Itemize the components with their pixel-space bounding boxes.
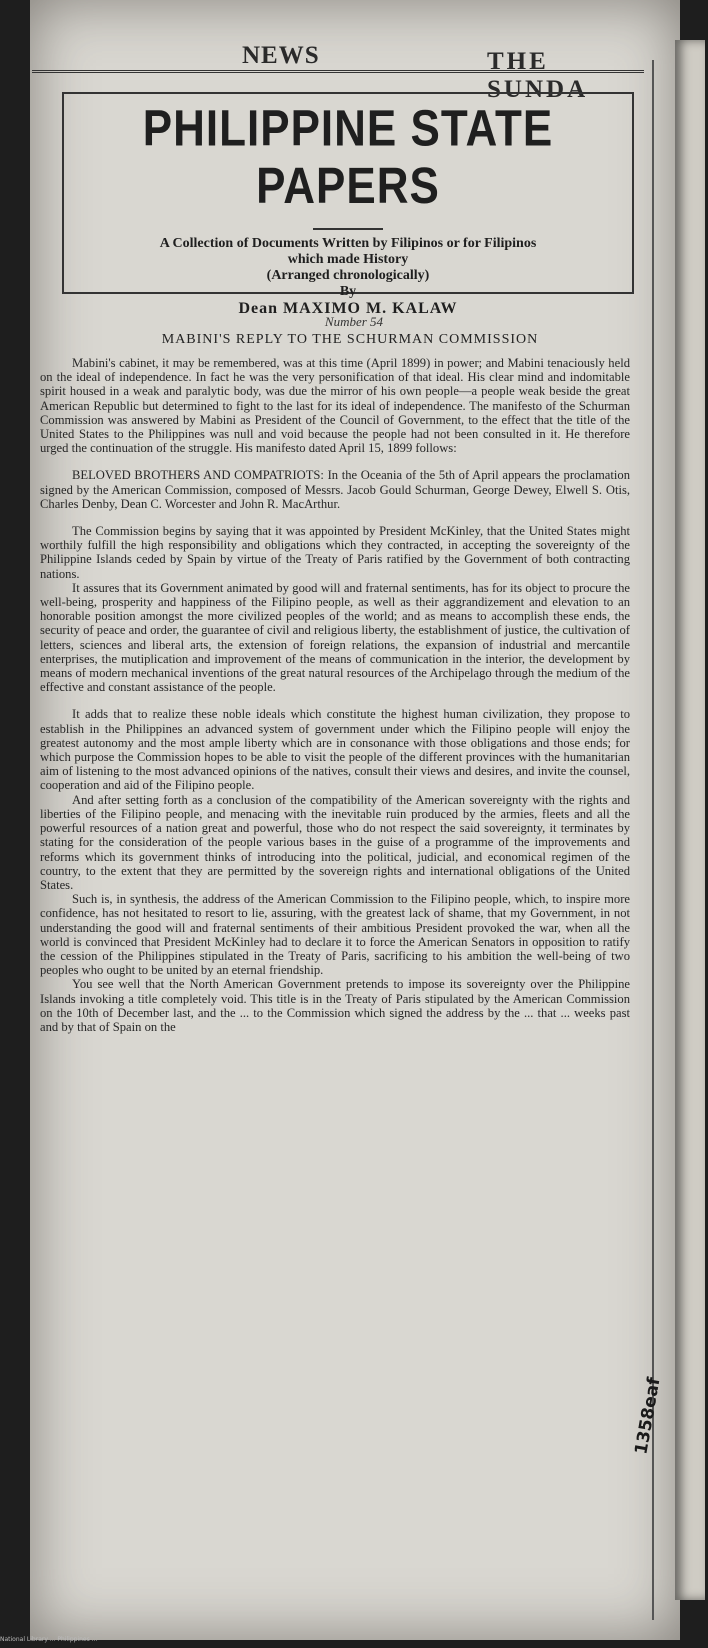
article-body bbox=[40, 356, 630, 1034]
masthead-paper-name: THE SUNDA bbox=[487, 48, 589, 103]
series-subtitle-2: which made History bbox=[287, 252, 409, 267]
series-title: PHILIPPINE STATE PAPERS bbox=[142, 100, 554, 215]
article-paragraph: It assures that its Government animated by good will and fraternal sentiments, has for its object to procure the well-being, prosperity and happiness of the Filipino people, as well as their aggrandizement and elevation to an honorable position amongst the more civilized peoples of the world; and as means to accomplish these ends, the security of peace and order, the guarantee of civil and religious liberty, the establishment of justice, the cultivation of letters, sciences and liberal arts, the extension of foreign relations, the expansion of industrial and mercantile enterprises, the mutiplication and improvement of the means of communication in the interior, the development by means of modern mechanical inventions of the great natural resources of the Archipelago through the medium of the effective and constant assistance of the people. bbox=[40, 580, 630, 695]
series-subtitle-1: A Collection of Documents Written by Filipinos or for Filipinos bbox=[159, 236, 537, 251]
article-paragraph: And after setting forth as a conclusion of the compatibility of the American sovereignty with the rights and liberties of the Filipino people, and menacing with the inevitable ruin produced by the armies, fleets and all the powerful resources of a nation great and powerful, those who do not respect the said sovereignty, it terminates by stating for the consideration of the people various bases in the guise of a programme of the improvements and reforms which its government thinks of introducing into the political, judicial, and economical regimen of the country, to the extent that they are permitted by the sovereign rights and international obligations of the United States. bbox=[40, 792, 630, 892]
archive-caption: National Library ... Philippines ... bbox=[0, 1636, 98, 1643]
byline-by: By bbox=[339, 284, 357, 299]
article-paragraph: BELOVED BROTHERS AND COMPATRIOTS: In the Oceania of the 5th of April appears the proclamation signed by the American Commission, composed of Messrs. Jacob Gould Schurman, George Dewey, Elwell S. Otis, Charles Denby, Dean C. Worcester and John R. MacArthur. bbox=[40, 468, 630, 511]
article-paragraph: The Commission begins by saying that it was appointed by President McKinley, that the United States might worthily fulfill the high responsibility and obligations which they contracted, in accepting the sovereignty of the Philippine Islands ceded by Spain by virtue of the Treaty of Paris ratified by the Government of both contracting nations. bbox=[40, 524, 630, 581]
title-divider bbox=[313, 228, 383, 230]
article-paragraph: Mabini's cabinet, it may be remembered, was at this time (April 1899) in power; and Mabini tenaciously held on the ideal of independence. In fact he was the very personification of that ideal. His clear mind and indomitable spirit housed in a weak and paralytic body, was due the mirror of his own people—a people weak beside the great American Republic but determined to fight to the last for its ideal of independence. The manifesto of the Schurman Commission was answered by Mabini as President of the Council of Government, to the effect that the title of the United States to the Philippines was null and void because the people had not been consulted in it. He therefore urged the continuation of the struggle. His manifesto dated April 15, 1899 follows: bbox=[40, 356, 630, 456]
byline-author: Dean MAXIMO M. KALAW bbox=[238, 300, 458, 317]
accession-number-text: 1358eaf bbox=[631, 1375, 665, 1457]
series-title-box bbox=[62, 92, 634, 317]
series-subtitle-3: (Arranged chronologically) bbox=[266, 268, 430, 283]
article-paragraph: You see well that the North American Government pretends to impose its sovereignty over the Philippine Islands invoking a title completely void. This title is in the Treaty of Paris stipulated by the American Commission on the 10th of December last, and the ... to the Commission which signed the address by the ... that ... weeks past and by that of Spain on the bbox=[40, 977, 630, 1034]
masthead bbox=[32, 28, 642, 103]
article-heading: MABINI'S REPLY TO THE SCHURMAN COMMISSION bbox=[161, 332, 539, 347]
masthead-rule bbox=[32, 70, 644, 73]
masthead-section: NEWS bbox=[242, 42, 320, 69]
handwritten-accession-number bbox=[628, 1372, 664, 1462]
binding-strip bbox=[675, 40, 705, 1600]
article-paragraph: Such is, in synthesis, the address of the American Commission to the Filipino people, which, to inspire more confidence, has not hesitated to resort to lie, assuring, with the greatest lack of shame, that my Government, in not understanding the good will and fraternal sentiments of their ambitious President provoked the war, when all the world is convinced that President McKinley had to declare it to force the American Senators in opposition to ratify the cession of the Philippines stipulated in the Treaty of Paris, sacrificing to his ambition the well-being of two peoples who ought to be united by an eternal friendship. bbox=[40, 892, 630, 978]
article-number: Number 54 bbox=[324, 314, 384, 329]
article-paragraph: It adds that to realize these noble ideals which constitute the highest human civilization, they propose to establish in the Philippines an advanced system of government under which the Filipino people will enjoy the greatest autonomy and the most ample liberty which are in consonance with those obligations and those ends; for which purpose the Commission hopes to be able to visit the people of the different provinces with the humanitarian aim of listening to the most advanced opinions of the natives, consult their views and desires, and invite the counsel, cooperation and aid of the Filipino people. bbox=[40, 707, 630, 793]
